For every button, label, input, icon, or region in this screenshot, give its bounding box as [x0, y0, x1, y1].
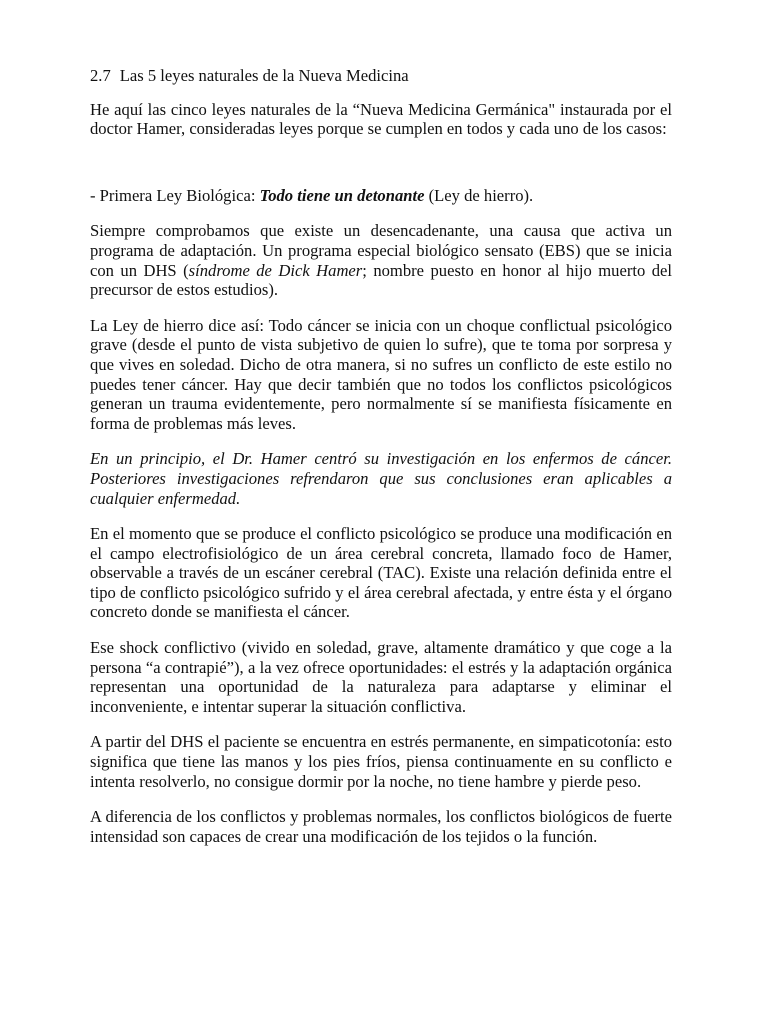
document-page	[90, 66, 672, 862]
spacer	[90, 155, 672, 186]
section-title: Las 5 leyes naturales de la Nueva Medicina	[119, 66, 409, 85]
section-number: 2.7	[90, 66, 111, 85]
paragraph-biological-conflicts: A diferencia de los conflictos y problemas normales, los conflictos biológicos de fuerte intensidad son capaces de crear una modificación de los tejidos o la función.	[90, 807, 672, 846]
paragraph-iron-law: La Ley de hierro dice así: Todo cáncer se inicia con un choque conflictual psicológico grave (desde el punto de vista subjetivo de quien lo sufre), que te toma por sorpresa y que vives en soledad. Dicho de otra manera, si no sufres un conflicto de este estilo no puedes tener cáncer. Hay que decir también que no todos los conflictos psicológicos generan un trauma evidentemente, pero normalmente sí se manifiesta físicamente en forma de problemas más leves.	[90, 315, 672, 433]
paragraph-dhs	[90, 221, 672, 299]
paragraph-dhs-start: Siempre comprobamos que existe un desencadenante, una causa que activa un programa de adaptación. Un programa especial biológico sensato (EBS) que se inicia con un DHS (	[90, 221, 672, 280]
paragraph-stress: A partir del DHS el paciente se encuentra en estrés permanente, en simpaticotonía: esto significa que tiene las manos y los pies fríos, piensa continuamente en su conflicto e intenta resolverlo, no consigue dormir por la noche, no tiene hambre y pierde peso.	[90, 732, 672, 791]
first-law-suffix: (Ley de hierro).	[424, 185, 534, 205]
section-heading	[90, 66, 672, 86]
paragraph-dhs-end: ; nombre puesto en honor al hijo muerto del precursor de estos estudios).	[90, 260, 672, 300]
paragraph-hamer-focus: En el momento que se produce el conflicto psicológico se produce una modificación en el campo electrofisiológico de un área cerebral concreta, llamado foco de Hamer, observable a través de un escáner cerebral (TAC). Existe una relación definida entre el tipo de conflicto psicológico sufrido y el área cerebral afectada, y entre ésta y el órgano concreto donde se manifiesta el cáncer.	[90, 524, 672, 622]
paragraph-shock: Ese shock conflictivo (vivido en soledad, grave, altamente dramático y que coge a la persona “a contrapié”), a la vez ofrece oportunidades: el estrés y la adaptación orgánica representan una oportunidad de la naturaleza para adaptarse y eliminar el inconveniente, e intentar superar la situación conflictiva.	[90, 638, 672, 716]
first-law-prefix: - Primera Ley Biológica:	[90, 185, 260, 205]
intro-paragraph: He aquí las cinco leyes naturales de la “Nueva Medicina Germánica" instaurada por el doctor Hamer, consideradas leyes porque se cumplen en todos y cada uno de los casos:	[90, 99, 672, 139]
first-law-line	[90, 186, 672, 206]
paragraph-dhs-italic: síndrome de Dick Hamer	[188, 260, 363, 280]
paragraph-italic-note: En un principio, el Dr. Hamer centró su investigación en los enfermos de cáncer. Posteriores investigaciones refrendaron que sus conclusiones eran aplicables a cualquier enfermedad.	[90, 449, 672, 508]
first-law-name: Todo tiene un detonante	[259, 185, 425, 205]
